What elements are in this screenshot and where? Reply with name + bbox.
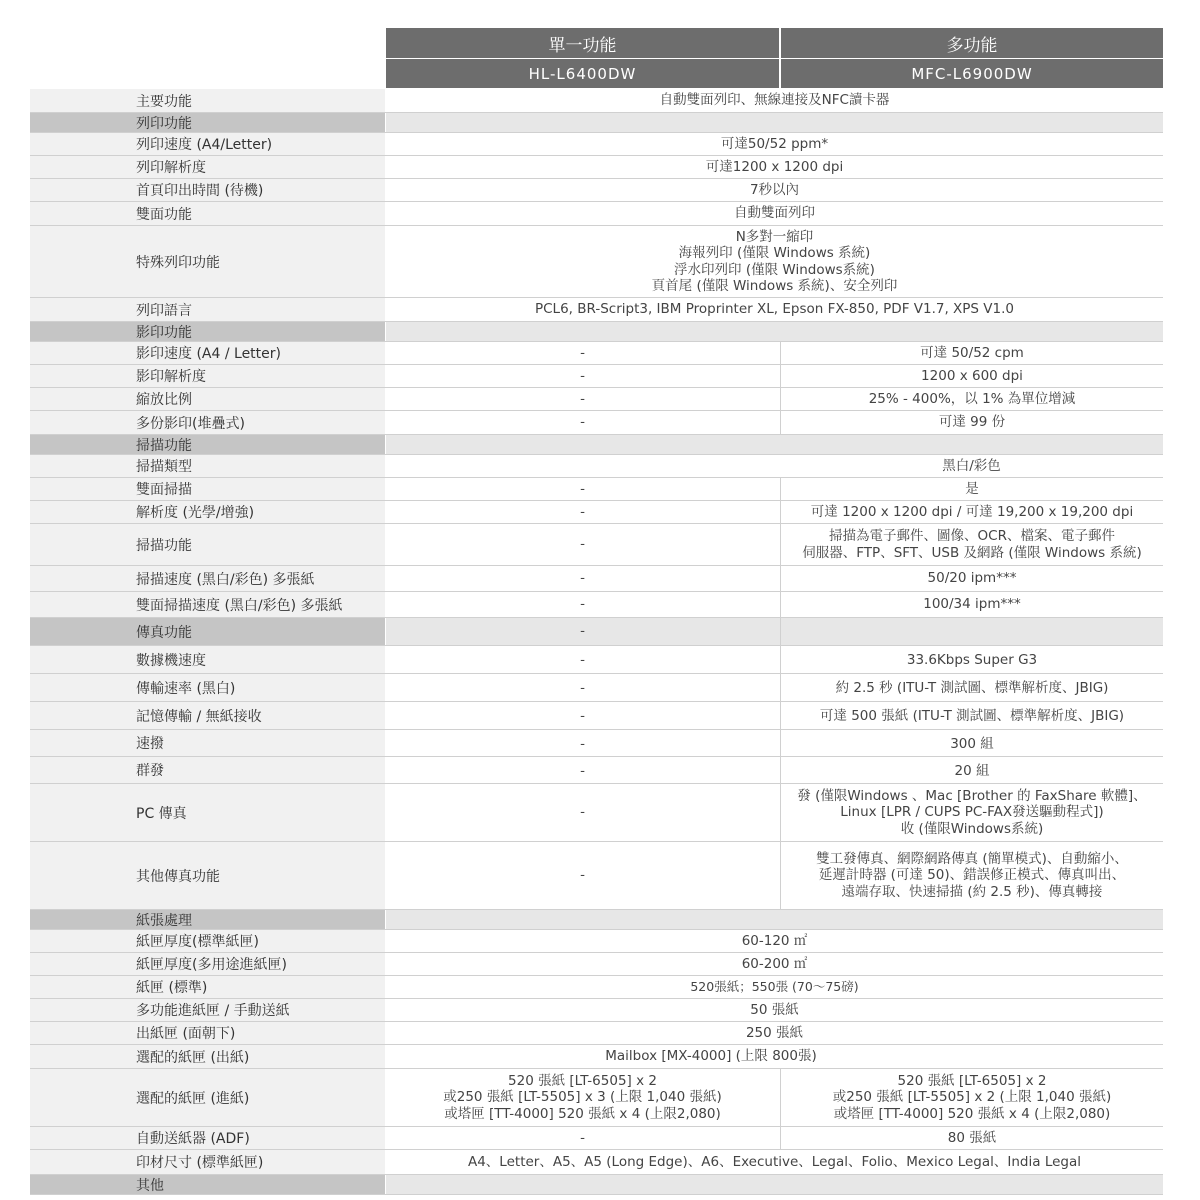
spec-row	[30, 702, 1163, 730]
spec-row	[30, 1069, 1163, 1127]
spec-value-multi: 是	[780, 478, 1163, 500]
section-title: 掃描功能	[30, 435, 385, 454]
spec-value-single: -	[580, 708, 585, 724]
spec-row	[30, 226, 1163, 298]
spec-row	[30, 1150, 1163, 1175]
spec-value-single: -	[580, 763, 585, 779]
spec-row	[30, 501, 1163, 524]
spec-label: 傳輸速率 (黑白)	[30, 674, 385, 701]
spec-row	[30, 1045, 1163, 1069]
spec-values	[386, 702, 1163, 729]
section-header-row	[30, 618, 1163, 646]
spec-value-multi: 300 組	[780, 730, 1163, 756]
spec-values	[386, 89, 1163, 112]
spec-value-multi: 雙工發傳真、網際網路傳真 (簡單模式)、自動縮小、 延遲計時器 (可達 50)、錯誤修正模式、傳真叫出、 遠端存取、快速掃描 (約 2.5 秒)、傳真轉接	[780, 842, 1163, 909]
section-header-row	[30, 435, 1163, 455]
spec-value-single: -	[580, 867, 585, 884]
spec-values	[386, 478, 1163, 500]
spec-label: 縮放比例	[30, 388, 385, 410]
spec-values	[386, 226, 1163, 297]
spec-label: 紙匣厚度(標準紙匣)	[30, 930, 385, 952]
spec-value-multi: 80 張紙	[780, 1127, 1163, 1149]
spec-value-single: -	[580, 596, 585, 613]
spec-label: PC 傳真	[30, 784, 385, 841]
spec-value-shared: 520張紙；550張 (70〜75磅)	[690, 979, 859, 995]
spec-row	[30, 365, 1163, 388]
spec-values	[386, 592, 1163, 617]
spec-row	[30, 566, 1163, 592]
spec-row	[30, 298, 1163, 322]
spec-label: 出紙匣 (面朝下)	[30, 1022, 385, 1044]
spec-label: 首頁印出時間 (待機)	[30, 179, 385, 201]
spec-label: 雙面功能	[30, 202, 385, 225]
spec-value-multi: 33.6Kbps Super G3	[780, 646, 1163, 673]
spec-row	[30, 930, 1163, 953]
spec-values	[386, 566, 1163, 591]
section-header-row	[30, 322, 1163, 342]
spec-row	[30, 89, 1163, 113]
spec-values	[386, 1045, 1163, 1068]
spec-value-single: -	[580, 503, 585, 520]
spec-row	[30, 455, 1163, 478]
spec-row	[30, 842, 1163, 910]
spec-values	[386, 435, 1163, 454]
spec-row	[30, 342, 1163, 365]
section-title: 傳真功能	[30, 618, 385, 645]
spec-value-single: -	[580, 652, 585, 668]
header-model-multi: MFC-L6900DW	[781, 59, 1163, 88]
spec-values	[386, 910, 1163, 929]
spec-value-shared: 自動雙面列印	[734, 205, 815, 222]
spec-value-single: -	[580, 623, 585, 640]
spec-values	[386, 1175, 1163, 1194]
spec-value-shared: 60-200 ㎡	[741, 955, 808, 972]
spec-values	[386, 298, 1163, 321]
spec-label: 選配的紙匣 (出紙)	[30, 1045, 385, 1068]
spec-values	[386, 202, 1163, 225]
spec-value-shared: PCL6, BR-Script3, IBM Proprinter XL, Epson FX-850, PDF V1.7, XPS V1.0	[534, 301, 1014, 318]
spec-label: 記憶傳輸 / 無紙接收	[30, 702, 385, 729]
spec-value-multi: 掃描為電子郵件、圖像、OCR、檔案、電子郵件 伺服器、FTP、SFT、USB 及網路 (僅限 Windows 系統)	[780, 524, 1163, 565]
spec-row	[30, 133, 1163, 156]
header-multi-function: 多功能	[781, 28, 1163, 58]
spec-label: 紙匣 (標準)	[30, 976, 385, 998]
spec-values	[386, 365, 1163, 387]
spec-values	[386, 999, 1163, 1021]
spec-values	[386, 501, 1163, 523]
spec-values	[386, 730, 1163, 756]
spec-label: 紙匣厚度(多用途進紙匣)	[30, 953, 385, 975]
section-title: 影印功能	[30, 322, 385, 341]
spec-values	[386, 784, 1163, 841]
spec-row	[30, 179, 1163, 202]
spec-values	[386, 953, 1163, 975]
spec-value-shared: A4、Letter、A5、A5 (Long Edge)、A6、Executive、Legal、Folio、Mexico Legal、India Legal	[467, 1153, 1082, 1170]
spec-value-shared: 50 張紙	[750, 1001, 799, 1018]
spec-value-shared: 可達50/52 ppm*	[720, 135, 829, 152]
spec-label: 多功能進紙匣 / 手動送紙	[30, 999, 385, 1021]
spec-row	[30, 1127, 1163, 1150]
spec-label: 掃描速度 (黑白/彩色) 多張紙	[30, 566, 385, 591]
spec-values	[386, 842, 1163, 909]
spec-label: 影印解析度	[30, 365, 385, 387]
spec-values	[386, 618, 1163, 645]
spec-value-single: -	[580, 390, 585, 407]
spec-row	[30, 784, 1163, 842]
spec-value-single: -	[580, 536, 585, 553]
spec-value-multi: 可達 500 張紙 (ITU-T 測試圖、標準解析度、JBIG)	[780, 702, 1163, 729]
spec-label: 主要功能	[30, 89, 385, 112]
spec-row	[30, 953, 1163, 976]
spec-value-shared: 250 張紙	[745, 1024, 804, 1041]
spec-value-single	[386, 455, 779, 477]
spec-value-shared: 7秒以內	[749, 181, 800, 198]
spec-value-single: -	[580, 344, 585, 361]
spec-values	[386, 524, 1163, 565]
spec-value-shared: 可達1200 x 1200 dpi	[705, 158, 844, 175]
spec-row	[30, 999, 1163, 1022]
column-divider	[780, 618, 1163, 645]
spec-row	[30, 478, 1163, 501]
spec-values	[386, 757, 1163, 783]
spec-label: 其他傳真功能	[30, 842, 385, 909]
spec-row	[30, 1022, 1163, 1045]
spec-label: 數據機速度	[30, 646, 385, 673]
spec-value-multi: 100/34 ipm***	[780, 592, 1163, 617]
spec-value-multi: 可達 1200 x 1200 dpi / 可達 19,200 x 19,200 dpi	[780, 501, 1163, 523]
spec-value-single: 520 張紙 [LT-6505] x 2 或250 張紙 [LT-5505] x 3 (上限 1,040 張紙) 或塔匣 [TT-4000] 520 張紙 x 4 (上限2,080)	[443, 1072, 722, 1122]
spec-values	[386, 930, 1163, 952]
spec-row	[30, 524, 1163, 566]
spec-values	[386, 179, 1163, 201]
header-single-function: 單一功能	[386, 28, 779, 58]
spec-values	[386, 113, 1163, 132]
spec-row	[30, 646, 1163, 674]
spec-row	[30, 674, 1163, 702]
spec-values	[386, 388, 1163, 410]
spec-value-multi: 1200 x 600 dpi	[780, 365, 1163, 387]
spec-value-multi: 25% - 400%，以 1% 為單位增減	[780, 388, 1163, 410]
section-header-row	[30, 910, 1163, 930]
spec-row	[30, 202, 1163, 226]
spec-label: 列印速度 (A4/Letter)	[30, 133, 385, 155]
spec-values	[386, 133, 1163, 155]
spec-row	[30, 411, 1163, 435]
spec-row	[30, 156, 1163, 179]
spec-values	[386, 976, 1163, 998]
spec-label: 雙面掃描速度 (黑白/彩色) 多張紙	[30, 592, 385, 617]
spec-value-multi: 520 張紙 [LT-6505] x 2 或250 張紙 [LT-5505] x 2 (上限 1,040 張紙) 或塔匣 [TT-4000] 520 張紙 x 4 (上限2,080)	[780, 1069, 1163, 1126]
spec-value-single: -	[580, 414, 585, 431]
spec-value-shared: N多對一縮印 海報列印 (僅限 Windows 系統) 浮水印列印 (僅限 Windows系統) 頁首尾 (僅限 Windows 系統)、安全列印	[651, 228, 898, 294]
section-header-row	[30, 1175, 1163, 1195]
spec-values	[386, 674, 1163, 701]
spec-value-single: -	[580, 367, 585, 384]
spec-value-single: -	[580, 480, 585, 497]
spec-value-single: -	[580, 736, 585, 752]
spec-value-single: -	[580, 804, 585, 821]
spec-values	[386, 1069, 1163, 1126]
spec-value-single: -	[580, 570, 585, 587]
spec-values	[386, 455, 1163, 477]
spec-row	[30, 757, 1163, 784]
spec-label: 多份影印(堆疊式)	[30, 411, 385, 434]
spec-values	[386, 1127, 1163, 1149]
spec-value-multi: 可達 99 份	[780, 411, 1163, 434]
spec-row	[30, 730, 1163, 757]
spec-label: 雙面掃描	[30, 478, 385, 500]
spec-value-shared: Mailbox [MX-4000] (上限 800張)	[605, 1048, 817, 1065]
section-title: 紙張處理	[30, 910, 385, 929]
spec-row	[30, 976, 1163, 999]
section-header-row	[30, 113, 1163, 133]
spec-label: 列印解析度	[30, 156, 385, 178]
section-title: 其他	[30, 1175, 385, 1194]
spec-value-shared: 60-120 ㎡	[741, 932, 808, 949]
spec-label: 掃描功能	[30, 524, 385, 565]
spec-label: 列印語言	[30, 298, 385, 321]
spec-value-single: -	[580, 680, 585, 696]
header-column-separator	[779, 28, 781, 88]
spec-label: 特殊列印功能	[30, 226, 385, 297]
spec-row	[30, 592, 1163, 618]
spec-label: 選配的紙匣 (進紙)	[30, 1069, 385, 1126]
section-title: 列印功能	[30, 113, 385, 132]
spec-label: 解析度 (光學/增強)	[30, 501, 385, 523]
spec-values	[386, 411, 1163, 434]
spec-label: 影印速度 (A4 / Letter)	[30, 342, 385, 364]
spec-values	[386, 156, 1163, 178]
spec-value-single: -	[580, 1129, 585, 1146]
spec-value-multi: 20 組	[780, 757, 1163, 783]
spec-label: 掃描類型	[30, 455, 385, 477]
spec-values	[386, 1150, 1163, 1174]
header-model-single: HL-L6400DW	[386, 59, 779, 88]
spec-values	[386, 646, 1163, 673]
spec-row	[30, 388, 1163, 411]
spec-value-multi: 50/20 ipm***	[780, 566, 1163, 591]
spec-label: 速撥	[30, 730, 385, 756]
spec-value-shared: 自動雙面列印、無線連接及NFC讀卡器	[659, 92, 890, 109]
header-divider	[386, 58, 1163, 59]
spec-values	[386, 342, 1163, 364]
spec-value-multi: 黑白/彩色	[942, 457, 1001, 474]
spec-values	[386, 322, 1163, 341]
spec-label: 自動送紙器 (ADF)	[30, 1127, 385, 1149]
spec-value-multi: 發 (僅限Windows 、Mac [Brother 的 FaxShare 軟體]、 Linux [LPR / CUPS PC-FAX發送驅動程式]) 收 (僅限Windows系統)	[780, 784, 1163, 841]
spec-values	[386, 1022, 1163, 1044]
spec-value-multi: 約 2.5 秒 (ITU-T 測試圖、標準解析度、JBIG)	[780, 674, 1163, 701]
spec-value-multi: 可達 50/52 cpm	[780, 342, 1163, 364]
spec-label: 群發	[30, 757, 385, 783]
spec-label: 印材尺寸 (標準紙匣)	[30, 1150, 385, 1174]
